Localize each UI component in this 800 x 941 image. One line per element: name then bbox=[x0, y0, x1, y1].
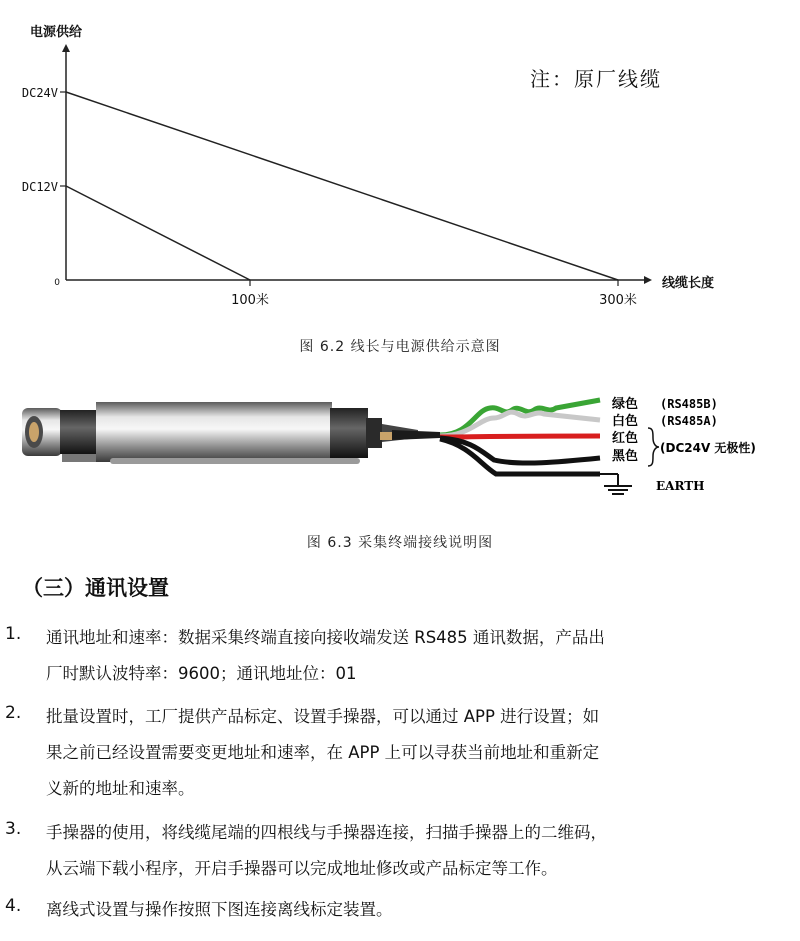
list-item-number: 4. bbox=[5, 896, 22, 916]
series-line-1 bbox=[66, 186, 250, 280]
x-tick-label: 300米 bbox=[599, 293, 637, 308]
sensor-probe-image bbox=[22, 402, 440, 464]
list-item-number: 1. bbox=[5, 624, 22, 644]
y-tick-label: DC24V bbox=[21, 86, 58, 100]
figure-6-2-caption: 图 6.2 线长与电源供给示意图 bbox=[299, 339, 501, 355]
list-item-number: 3. bbox=[5, 819, 22, 839]
list-item-text-line: 从云端下载小程序，开启手操器可以完成地址修改或产品标定等工作。 bbox=[46, 859, 558, 878]
list-item-number: 2. bbox=[5, 703, 22, 723]
wire-signal-green: (RS485B) bbox=[660, 397, 718, 411]
list-item-text-line: 批量设置时，工厂提供产品标定、设置手操器，可以通过 APP 进行设置；如 bbox=[46, 707, 600, 726]
list-item-text-line: 离线式设置与操作按照下图连接离线标定装置。 bbox=[46, 900, 393, 919]
figure-6-3-caption: 图 6.3 采集终端接线说明图 bbox=[306, 535, 494, 551]
wire-label-green: 绿色 bbox=[612, 397, 639, 412]
chart-labels bbox=[22, 24, 714, 308]
list-item-text-line: 义新的地址和速率。 bbox=[46, 779, 195, 798]
origin-label: 0 bbox=[54, 278, 60, 288]
y-axis-title: 电源供给 bbox=[30, 25, 83, 40]
wiring-diagram bbox=[0, 380, 800, 520]
power-note: (DC24V 无极性) bbox=[660, 441, 756, 455]
wire-label-white: 白色 bbox=[612, 414, 639, 429]
wire-bundle bbox=[440, 400, 600, 474]
power-brace-icon bbox=[648, 428, 659, 466]
chart-note: 注：原厂线缆 bbox=[530, 67, 662, 91]
list-item-text-line: 厂时默认波特率：9600；通讯地址位：01 bbox=[46, 664, 357, 683]
wire-label-red: 红色 bbox=[612, 431, 639, 446]
power-vs-cable-length-chart bbox=[0, 0, 800, 330]
x-tick-label: 100米 bbox=[231, 293, 269, 308]
x-axis-title: 线缆长度 bbox=[662, 276, 715, 291]
x-axis-arrow bbox=[644, 276, 652, 284]
y-tick-label: DC12V bbox=[21, 180, 58, 194]
list-item-text-line: 果之前已经设置需要变更地址和速率，在 APP 上可以寻获当前地址和重新定 bbox=[46, 743, 600, 762]
wire-label-black: 黑色 bbox=[612, 449, 639, 464]
list-item-text-line: 手操器的使用，将线缆尾端的四根线与手操器连接，扫描手操器上的二维码， bbox=[46, 823, 607, 842]
chart-series bbox=[66, 92, 618, 280]
y-axis-arrow bbox=[62, 44, 70, 52]
wire-signal-white: (RS485A) bbox=[660, 414, 718, 428]
earth-label: EARTH bbox=[656, 479, 705, 493]
earth-ground-icon bbox=[600, 474, 632, 494]
section-heading: （三）通讯设置 bbox=[22, 576, 169, 600]
list-item-text-line: 通讯地址和速率：数据采集终端直接向接收端发送 RS485 通讯数据，产品出 bbox=[46, 628, 605, 647]
series-line-0 bbox=[66, 92, 618, 280]
